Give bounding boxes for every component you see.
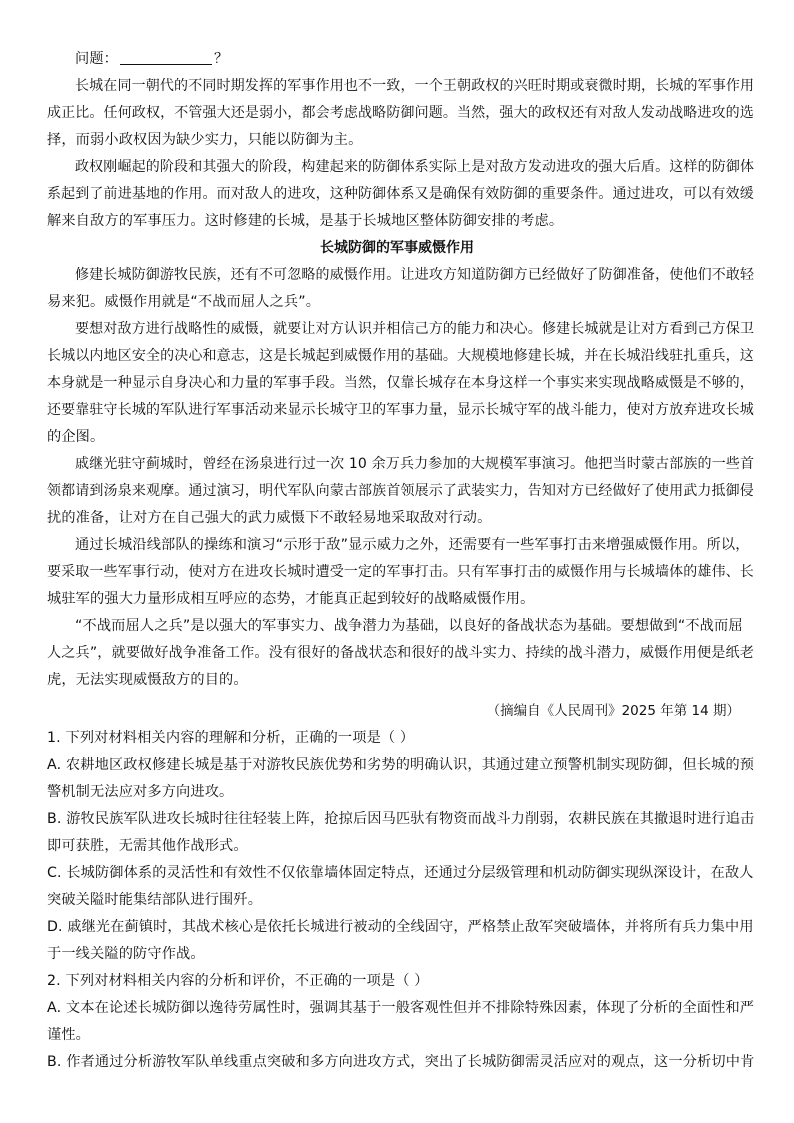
option-c-line: C. 长城防御体系的灵活性和有效性不仅依靠墙体固定特点，还通过分层级管理和机动防御实现纵深设计，在敌人 [47,865,754,881]
question-stem: 2. 下列对材料相关内容的分析和评价，不正确的一项是（ ） [47,973,429,989]
paragraph-line: 城驻军的强大力量形成相互呼应的态势，才能真正起到较好的战略威慑作用。 [47,591,535,607]
paragraph-line: 修建长城防御游牧民族，还有不可忽略的威慑作用。让进攻方知道防御方已经做好了防御准备，使他们不敢轻 [75,267,755,283]
question-stem: 1. 下列对材料相关内容的理解和分析，正确的一项是（ ） [47,730,415,746]
answer-blank [120,50,212,65]
option-a-line: A. 农耕地区政权修建长城是基于对游牧民族优势和劣势的明确认识，其通过建立预警机制实现防御，但长城的预 [47,757,755,773]
option-a-line: 警机制无法应对多方向进攻。 [47,784,234,800]
paragraph-line: 要采取一些军事行动，使对方在进攻长城时遭受一定的军事打击。只有军事打击的威慑作用与长城墙体的雄伟、长 [47,564,754,580]
option-a-line: A. 文本在论述长城防御以逸待劳属性时，强调其基于一般客观性但并不排除特殊因素，体现了分析的全面性和严 [47,1000,755,1016]
paragraph-line: 本身就是一种显示自身决心和力量的军事手段。当然，仅靠长城存在本身这样一个事实来实现战略威慑是不够的， [47,375,754,391]
paragraph-line: 的企图。 [47,429,105,445]
question-mark: ？ [214,51,229,67]
paragraph-line: 要想对敌方进行战略性的威慑，就要让对方认识并相信己方的能力和决心。修建长城就是让对方看到己方保卫 [75,321,755,337]
paragraph-line: 扰的准备，让对方在自己强大的武力威慑下不敢轻易地采取敌对行动。 [47,510,492,526]
option-b-line: B. 游牧民族军队进攻长城时往往轻装上阵，抢掠后因马匹驮有物资而战斗力削弱，农耕民族在其撤退时进行追击 [47,811,755,827]
paragraph-line: “不战而屈人之兵”是以强大的军事实力、战争潜力为基础，以良好的备战状态为基础。要想做到“不战而屈 [75,618,743,634]
option-c-line: 突破关隘时能集结部队进行围歼。 [47,892,263,908]
option-b-line: 即可获胜，无需其他作战形式。 [47,838,248,854]
paragraph-line: 解来自敌方的军事压力。这时修建的长城，是基于长城地区整体防御安排的考虑。 [47,213,564,229]
question-label: 问题： [75,51,119,67]
paragraph-line: 虎，无法实现威慑敌方的目的。 [47,672,248,688]
paragraph-line: 通过长城沿线部队的操练和演习“示形于敌”显示威力之外，还需要有一些军事打击来增强威慑作用。所以， [75,537,750,553]
option-b-line: B. 作者通过分析游牧军队单线重点突破和多方向进攻方式，突出了长城防御需灵活应对的观点，这一分析切中肯 [47,1054,755,1070]
paragraph-line: 政权刚崛起的阶段和其强大的阶段，构建起来的防御体系实际上是对敌方发动进攻的强大后盾。这样的防御体 [75,159,755,175]
section-heading: 长城防御的军事威慑作用 [320,240,474,256]
option-a-line: 谨性。 [47,1027,91,1043]
option-d-line: 于一线关隘的防守作战。 [47,946,205,962]
source-citation: （摘编自《人民周刊》2025 年第 14 期） [486,703,740,719]
paragraph-line: 长城以内地区安全的决心和意志，这是长城起到威慑作用的基础。大规模地修建长城，并在长城沿线驻扎重兵，这 [47,348,754,364]
paragraph-line: 还要靠驻守长城的军队进行军事活动来显示长城守卫的军事力量，显示长城守军的战斗能力，使对方放弃进攻长城 [47,402,754,418]
paragraph-line: 系起到了前进基地的作用。而对敌人的进攻，这种防御体系又是确保有效防御的重要条件。通过进攻，可以有效缓 [47,186,754,202]
paragraph-line: 人之兵”，就要做好战争准备工作。没有很好的备战状态和很好的战斗实力、持续的战斗潜力，威慑作用便是纸老 [47,645,755,661]
paragraph-line: 择，而弱小政权因为缺少实力，只能以防御为主。 [47,132,363,148]
paragraph-line: 成正比。任何政权，不管强大还是弱小，都会考虑战略防御问题。当然，强大的政权还有对敌人发动战略进攻的选 [47,105,754,121]
option-d-line: D. 戚继光在蓟镇时，其战术核心是依托长城进行被动的全线固守，严格禁止敌军突破墙体，并将所有兵力集中用 [47,919,754,935]
paragraph-line: 易来犯。威慑作用就是“不战而屈人之兵”。 [47,294,321,310]
paragraph-line: 领都请到汤泉来观摩。通过演习，明代军队向蒙古部族首领展示了武装实力，告知对方已经做好了使用武力抵御侵 [47,483,754,499]
question-prompt [75,49,228,69]
paragraph-line: 戚继光驻守蓟城时，曾经在汤泉进行过一次 10 余万兵力参加的大规模军事演习。他把当时蒙古部族的一些首 [75,456,755,472]
paragraph-line: 长城在同一朝代的不同时期发挥的军事作用也不一致，一个王朝政权的兴旺时期或衰微时期，长城的军事作用 [75,78,755,94]
